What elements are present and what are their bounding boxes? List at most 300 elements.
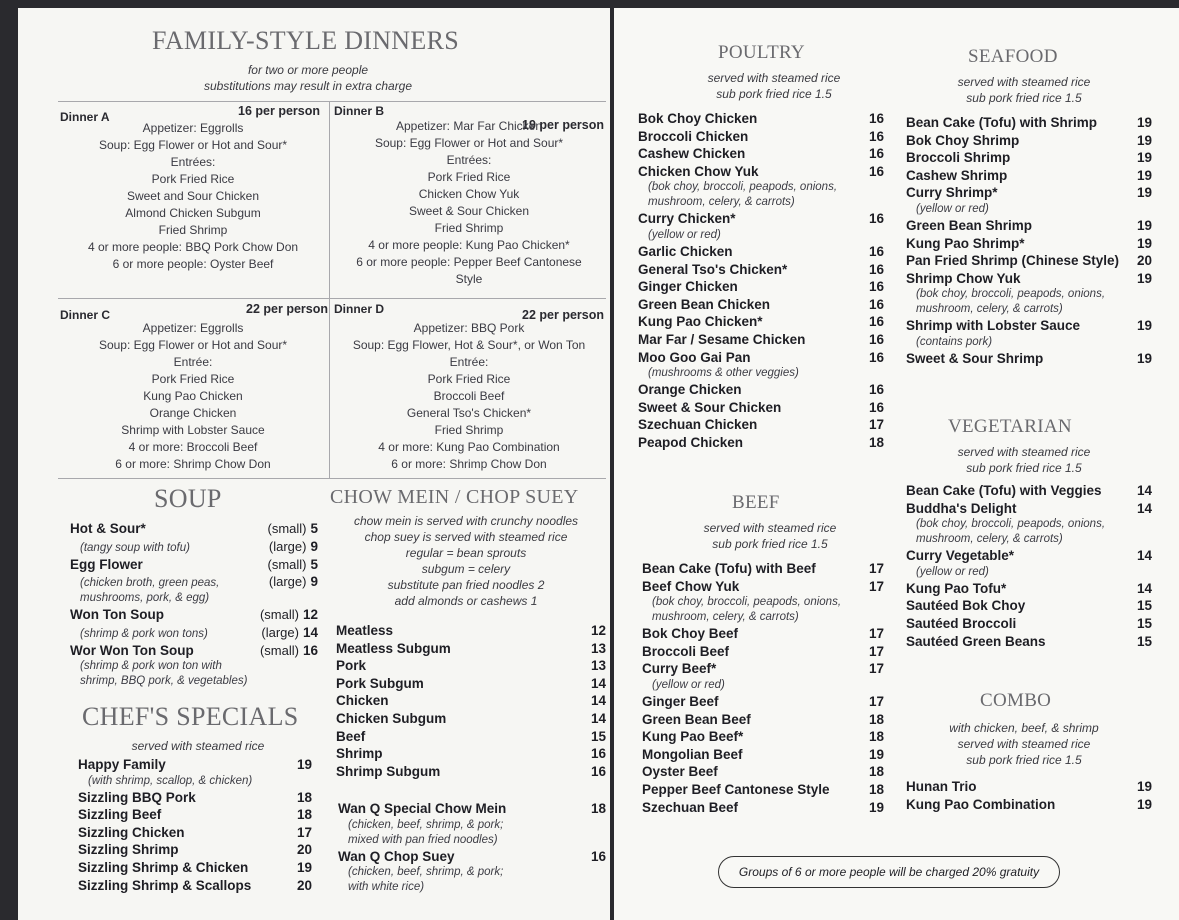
menu-item (642, 660, 884, 678)
menu-item-name: Won Ton Soup (70, 607, 164, 623)
menu-item-price: 13 (590, 640, 606, 656)
menu-item-note: (yellow or red) (652, 678, 725, 691)
menu-item-price: 19 (1136, 217, 1152, 233)
family-dinner-lines (332, 320, 606, 473)
menu-item-name: Sautéed Bok Choy (906, 598, 1026, 614)
menu-item-price: 15 (590, 728, 606, 744)
family-dinner-line: Soup: Egg Flower or Hot and Sour* (98, 138, 288, 152)
poultry-subtitle (674, 70, 874, 102)
menu-item (70, 556, 318, 574)
chow-mein-specials (338, 800, 606, 895)
menu-item-price: 17 (868, 643, 884, 659)
family-dinner-line: Appetizer: Mar Far Chicken (395, 119, 543, 133)
family-dinner-box (332, 302, 606, 492)
menu-item-name: Curry Chicken* (638, 211, 736, 227)
family-grid-vertical (329, 101, 330, 478)
menu-item-name: Ginger Chicken (638, 279, 738, 295)
menu-item-name: Kung Pao Tofu* (906, 580, 1007, 596)
menu-item-price: 16 (868, 382, 884, 398)
menu-item-note-row (70, 538, 318, 556)
menu-item (638, 349, 884, 367)
menu-item-name: Oyster Beef (642, 764, 718, 780)
chefs-specials-list (78, 756, 312, 894)
menu-item-price: 18 (868, 781, 884, 797)
menu-item-name: Cashew Chicken (638, 146, 746, 162)
family-dinner-line: 4 or more: Broccoli Beef (128, 440, 258, 454)
vegetarian-list (906, 482, 1152, 650)
menu-item-name: Broccoli Chicken (638, 128, 749, 144)
menu-item-price: 15 (1136, 633, 1152, 649)
menu-item-price: 16 (868, 314, 884, 330)
menu-item (338, 848, 606, 866)
menu-item (906, 217, 1152, 235)
menu-item-name: Bean Cake (Tofu) with Veggies (906, 483, 1102, 498)
family-dinner-line: Almond Chicken Subgum (125, 206, 261, 220)
menu-item (638, 296, 884, 314)
menu-item-price: 16 (868, 128, 884, 144)
menu-right-page (614, 8, 1179, 920)
menu-item-name: Sizzling BBQ Pork (78, 789, 196, 805)
chow-mein-note: substitute pan fried noodles 2 (387, 578, 545, 592)
menu-item-note-row (70, 573, 318, 591)
menu-item-price: 18 (868, 434, 884, 450)
menu-item (906, 252, 1152, 270)
seafood-sub-1: served with steamed rice (957, 75, 1091, 89)
menu-item-name: Szechuan Beef (642, 799, 739, 815)
menu-item-price: 16 (868, 399, 884, 415)
menu-item (336, 745, 606, 763)
family-dinner-label: Dinner C (60, 308, 111, 322)
menu-item-name: Pepper Beef Cantonese Style (642, 781, 830, 797)
family-dinner-line: 6 or more: Shrimp Chow Don (115, 457, 271, 471)
menu-item-name: Bok Choy Chicken (638, 111, 758, 126)
menu-item-name: Curry Beef* (642, 661, 717, 677)
family-dinner-line: Appetizer: Eggrolls (142, 321, 244, 335)
seafood-title: SEAFOOD (968, 46, 1058, 67)
menu-item-note: (shrimp & pork won ton with (80, 660, 222, 673)
menu-item-name: Meatless Subgum (336, 640, 451, 656)
menu-item-name: Buddha's Delight (906, 500, 1017, 516)
menu-item-size: (large) (268, 538, 307, 554)
menu-item-price: 14 (590, 675, 606, 691)
menu-item-name: Ginger Beef (642, 693, 719, 709)
family-dinner-line: Pork Fried Rice (427, 372, 511, 386)
combo-sub-1: with chicken, beef, & shrimp (949, 721, 1099, 735)
menu-item-price: 5 (310, 521, 318, 536)
family-dinner-line: 6 or more people: Pepper Beef Cantonese (356, 255, 582, 269)
family-dinner-line: Entrée: (173, 355, 213, 369)
menu-item (336, 657, 606, 675)
menu-item-price: 19 (1136, 185, 1152, 201)
menu-item (638, 243, 884, 261)
menu-item-price: 20 (1136, 253, 1152, 269)
menu-item-price: 18 (868, 729, 884, 745)
beef-list (642, 560, 884, 816)
menu-item-price: 17 (868, 661, 884, 677)
menu-item-name: Wor Won Ton Soup (70, 642, 194, 658)
family-dinner-line: Pork Fried Rice (151, 372, 235, 386)
family-grid-middle (58, 298, 606, 299)
menu-item-price: 16 (868, 211, 884, 227)
menu-item (638, 381, 884, 399)
menu-item-name: Hunan Trio (906, 779, 977, 794)
menu-item (78, 789, 312, 807)
menu-item (78, 756, 312, 774)
menu-item-price: 5 (310, 556, 318, 572)
menu-item-name: Bean Cake (Tofu) with Beef (642, 561, 816, 576)
menu-item-price: 16 (302, 642, 318, 658)
menu-item-note: (yellow or red) (916, 202, 989, 215)
menu-item-name: Broccoli Shrimp (906, 150, 1011, 166)
family-dinner-line: Style (455, 272, 483, 286)
menu-item-name: Peapod Chicken (638, 434, 744, 450)
seafood-sub-2: sub pork fried rice 1.5 (966, 91, 1082, 105)
menu-item-price: 19 (1136, 350, 1152, 366)
menu-item-price: 9 (310, 574, 318, 590)
seafood-subtitle (934, 74, 1114, 106)
menu-item (638, 110, 884, 128)
menu-item-price: 14 (590, 693, 606, 709)
menu-item (642, 728, 884, 746)
family-dinner-price: 22 per person (246, 302, 328, 316)
menu-item-name: Garlic Chicken (638, 243, 733, 259)
menu-item-price: 19 (868, 746, 884, 762)
family-dinner-line: Soup: Egg Flower or Hot and Sour* (374, 136, 564, 150)
menu-item (638, 210, 884, 228)
family-grid-top (58, 101, 606, 102)
menu-item-name: Shrimp Subgum (336, 763, 441, 779)
menu-item-price: 18 (590, 801, 606, 816)
menu-item-note: (yellow or red) (916, 565, 989, 578)
menu-item-name: Wan Q Special Chow Mein (338, 801, 507, 816)
family-dinner-price: 19 per person (522, 118, 604, 132)
family-dinner-line: Appetizer: BBQ Pork (413, 321, 525, 335)
beef-title: BEEF (732, 492, 780, 513)
menu-item-name: Bean Cake (Tofu) with Shrimp (906, 115, 1098, 130)
menu-item-name: Green Bean Beef (642, 711, 751, 727)
menu-item (906, 778, 1152, 796)
menu-item (638, 416, 884, 434)
menu-item-price: 20 (296, 842, 312, 858)
menu-item-price: 19 (1136, 779, 1152, 794)
menu-item (78, 877, 312, 895)
menu-item (336, 763, 606, 781)
menu-item-name: Sizzling Shrimp & Scallops (78, 877, 252, 893)
menu-item-note: (bok choy, broccoli, peapods, onions, (648, 181, 838, 194)
menu-item (336, 675, 606, 693)
chow-mein-title: CHOW MEIN / CHOP SUEY (330, 486, 579, 508)
menu-item (638, 331, 884, 349)
menu-item-name: Shrimp with Lobster Sauce (906, 318, 1081, 334)
family-dinner-line: 6 or more: Shrimp Chow Don (391, 457, 547, 471)
vegetarian-sub-1: served with steamed rice (957, 445, 1091, 459)
menu-item-price: 16 (868, 146, 884, 162)
family-dinner-line: General Tso's Chicken* (406, 406, 532, 420)
menu-item-note: (chicken, beef, shrimp, & pork; (348, 818, 504, 831)
menu-item-price: 19 (1136, 167, 1152, 183)
chow-mein-note: subgum = celery (421, 562, 511, 576)
menu-item-note: (bok choy, broccoli, peapods, onions, (916, 518, 1106, 531)
chow-mein-note: regular = bean sprouts (405, 546, 527, 560)
menu-item-name: Meatless (336, 623, 394, 638)
menu-item-price: 14 (1136, 483, 1152, 498)
menu-item-price: 19 (1136, 235, 1152, 251)
family-dinner-label: Dinner A (60, 110, 110, 124)
family-dinners-subtitle (168, 62, 448, 94)
family-dinner-line: Soup: Egg Flower or Hot and Sour* (98, 338, 288, 352)
menu-item-note: (bok choy, broccoli, peapods, onions, (916, 288, 1106, 301)
menu-item-name: Sizzling Shrimp (78, 842, 179, 858)
menu-item-price: 19 (296, 757, 312, 772)
menu-item-name: Sizzling Beef (78, 807, 162, 823)
menu-item-note: mixed with pan fried noodles) (348, 833, 498, 846)
family-dinner-line: 4 or more people: Kung Pao Chicken* (368, 238, 570, 252)
menu-item-note: (mushrooms & other veggies) (648, 367, 799, 380)
menu-item-name: Sautéed Green Beans (906, 633, 1046, 649)
combo-title: COMBO (980, 690, 1052, 711)
chow-mein-note: add almonds or cashews 1 (394, 594, 538, 608)
menu-item-note: mushroom, celery, & carrots) (916, 303, 1063, 316)
menu-item-name: Green Bean Chicken (638, 296, 771, 312)
menu-item (336, 692, 606, 710)
menu-item-price: 15 (1136, 598, 1152, 614)
family-dinner-lines (58, 320, 328, 473)
menu-item (70, 520, 318, 538)
menu-item-price: 9 (310, 538, 318, 554)
menu-item-size: (small) (267, 521, 307, 536)
family-dinner-line: Entrées: (170, 155, 216, 169)
menu-item-name: Bok Choy Shrimp (906, 132, 1020, 148)
menu-item-price: 17 (296, 824, 312, 840)
menu-item-price: 19 (1136, 132, 1152, 148)
menu-item-note: (shrimp & pork won tons) (80, 627, 208, 640)
menu-item (78, 859, 312, 877)
menu-item-size: (large) (261, 624, 299, 640)
family-dinner-lines (332, 118, 606, 288)
menu-item-price: 18 (868, 764, 884, 780)
family-dinner-line: Appetizer: Eggrolls (142, 121, 244, 135)
menu-item-price: 16 (868, 279, 884, 295)
menu-item-price: 17 (868, 626, 884, 642)
menu-item (906, 500, 1152, 518)
menu-item (642, 763, 884, 781)
family-dinner-line: Shrimp with Lobster Sauce (121, 423, 265, 437)
beef-subtitle (670, 520, 870, 552)
menu-item-note: (chicken, beef, shrimp, & pork; (348, 866, 504, 879)
menu-item-name: Wan Q Chop Suey (338, 848, 455, 864)
soup-list (70, 520, 318, 689)
family-dinner-price: 16 per person (238, 104, 320, 118)
menu-item (906, 796, 1152, 814)
menu-item (638, 278, 884, 296)
combo-list (906, 778, 1152, 813)
vegetarian-sub-2: sub pork fried rice 1.5 (966, 461, 1082, 475)
menu-item-note: with white rice) (348, 881, 425, 894)
menu-item-note: (tangy soup with tofu) (80, 541, 190, 554)
beef-sub-2: sub pork fried rice 1.5 (712, 537, 828, 551)
menu-item-name: Curry Shrimp* (906, 185, 998, 201)
menu-item (906, 597, 1152, 615)
family-dinner-line: Kung Pao Chicken (143, 389, 243, 403)
gratuity-notice: Groups of 6 or more people will be charged 20% gratuity (718, 856, 1060, 888)
menu-item-name: Broccoli Beef (642, 643, 730, 659)
menu-item-note: (bok choy, broccoli, peapods, onions, (652, 596, 842, 609)
menu-item (906, 633, 1152, 651)
menu-item (338, 800, 606, 818)
soup-title: SOUP (154, 484, 222, 513)
menu-item-name: Chicken Chow Yuk (638, 163, 759, 179)
poultry-list (638, 110, 884, 452)
menu-item-name: Sizzling Shrimp & Chicken (78, 859, 249, 875)
family-dinner-price: 22 per person (522, 308, 604, 322)
combo-sub-2: served with steamed rice (957, 737, 1091, 751)
menu-item-note: mushrooms, pork, & egg) (80, 592, 210, 605)
family-dinner-line: Fried Shrimp (434, 423, 504, 437)
menu-item-note: mushroom, celery, & carrots) (652, 611, 799, 624)
menu-item-price: 14 (1136, 500, 1152, 516)
family-dinner-line: Broccoli Beef (433, 389, 505, 403)
menu-item-price: 17 (868, 417, 884, 433)
menu-item-name: Pork (336, 658, 367, 674)
menu-item-note: (with shrimp, scallop, & chicken) (88, 774, 253, 787)
chefs-specials-title: CHEF'S SPECIALS (82, 702, 299, 731)
family-dinner-label: Dinner D (334, 302, 385, 316)
vegetarian-title: VEGETARIAN (948, 416, 1072, 437)
menu-item (642, 625, 884, 643)
menu-item (70, 642, 318, 660)
menu-item (336, 640, 606, 658)
menu-item (78, 824, 312, 842)
menu-item-price: 16 (868, 296, 884, 312)
family-dinner-line: Entrée: (449, 355, 489, 369)
menu-item-price: 14 (1136, 548, 1152, 564)
menu-item-price: 17 (868, 693, 884, 709)
chow-mein-note: chow mein is served with crunchy noodles (353, 514, 579, 528)
menu-item-name: Sautéed Broccoli (906, 615, 1017, 631)
family-dinner-lines (58, 120, 328, 273)
menu-item-price: 17 (868, 578, 884, 594)
menu-item-name: Mongolian Beef (642, 746, 743, 762)
menu-item-name: Sweet & Sour Shrimp (906, 350, 1044, 366)
beef-sub-1: served with steamed rice (703, 521, 837, 535)
family-dinner-box (332, 104, 606, 294)
menu-item-size: (large) (268, 574, 307, 590)
menu-item-price: 19 (1136, 318, 1152, 334)
family-dinner-box (58, 104, 328, 294)
menu-item-price: 12 (590, 623, 606, 638)
family-dinner-line: Sweet and Sour Chicken (126, 189, 260, 203)
menu-item-name: Cashew Shrimp (906, 167, 1008, 183)
menu-item-price: 18 (296, 789, 312, 805)
menu-item-price: 14 (590, 710, 606, 726)
combo-subtitle (924, 720, 1124, 768)
family-dinner-line: Entrées: (446, 153, 492, 167)
family-dinner-box (58, 302, 328, 492)
menu-item (642, 711, 884, 729)
menu-item-price: 16 (868, 163, 884, 179)
menu-item-name: Mar Far / Sesame Chicken (638, 331, 806, 347)
menu-item-price: 19 (1136, 115, 1152, 130)
menu-item-name: General Tso's Chicken* (638, 261, 788, 277)
menu-item (906, 167, 1152, 185)
menu-item-name: Beef Chow Yuk (642, 578, 740, 594)
chefs-specials-subtitle: served with steamed rice (131, 739, 265, 753)
poultry-sub-2: sub pork fried rice 1.5 (716, 87, 832, 101)
family-dinner-line: Orange Chicken (149, 406, 237, 420)
menu-item-note: (chicken broth, green peas, (80, 577, 220, 590)
menu-item-name: Kung Pao Shrimp* (906, 235, 1025, 251)
menu-item-name: Orange Chicken (638, 382, 742, 398)
menu-item (638, 399, 884, 417)
menu-item-name: Egg Flower (70, 556, 143, 572)
menu-item-price: 19 (868, 799, 884, 815)
menu-item-name: Kung Pao Beef* (642, 729, 744, 745)
menu-item-price: 16 (868, 349, 884, 365)
family-dinner-line: 4 or more people: BBQ Pork Chow Don (87, 240, 299, 254)
poultry-title: POULTRY (718, 42, 805, 63)
menu-item (638, 313, 884, 331)
menu-item-price: 14 (1136, 580, 1152, 596)
menu-item-price: 16 (868, 261, 884, 277)
menu-item (906, 317, 1152, 335)
menu-item (906, 547, 1152, 565)
family-dinner-line: Soup: Egg Flower, Hot & Sour*, or Won Ton (352, 338, 586, 352)
menu-item-name: Green Bean Shrimp (906, 217, 1033, 233)
chow-mein-note: chop suey is served with steamed rice (364, 530, 568, 544)
menu-item-price: 14 (302, 624, 318, 640)
menu-item-name: Pork Subgum (336, 675, 424, 691)
menu-item-note-row (70, 624, 318, 642)
menu-item-size: (small) (259, 642, 299, 658)
menu-item-price: 19 (1136, 150, 1152, 166)
menu-item (906, 114, 1152, 132)
menu-item-price: 16 (590, 763, 606, 779)
menu-item (336, 622, 606, 640)
menu-item-name: Happy Family (78, 757, 166, 772)
menu-item-note: shrimp, BBQ pork, & vegetables) (80, 675, 248, 688)
menu-item (906, 482, 1152, 500)
menu-item (642, 578, 884, 596)
menu-item-price: 20 (296, 877, 312, 893)
menu-item-note: mushroom, celery, & carrots) (648, 196, 795, 209)
menu-item (642, 781, 884, 799)
vegetarian-subtitle (934, 444, 1114, 476)
combo-sub-3: sub pork fried rice 1.5 (966, 753, 1082, 767)
menu-item-note: (yellow or red) (648, 228, 721, 241)
menu-item-size: (small) (267, 556, 307, 572)
menu-item-name: Bok Choy Beef (642, 626, 739, 642)
menu-item (638, 163, 884, 181)
menu-item (906, 270, 1152, 288)
menu-item (906, 132, 1152, 150)
menu-item (336, 728, 606, 746)
menu-item-price: 19 (1136, 796, 1152, 812)
menu-item-price: 16 (868, 111, 884, 126)
menu-item (906, 615, 1152, 633)
family-dinners-title: FAMILY-STYLE DINNERS (152, 26, 459, 55)
menu-item-name: Sizzling Chicken (78, 824, 185, 840)
menu-item (78, 806, 312, 824)
menu-item-price: 16 (868, 331, 884, 347)
family-dinner-line: Chicken Chow Yuk (418, 187, 520, 201)
menu-item-name: Sweet & Sour Chicken (638, 399, 782, 415)
menu-item-name: Beef (336, 728, 366, 744)
menu-item-price: 13 (590, 658, 606, 674)
menu-item (70, 606, 318, 624)
family-dinner-line: Pork Fried Rice (151, 172, 235, 186)
menu-item-name: Shrimp Chow Yuk (906, 270, 1021, 286)
menu-item-price: 16 (868, 243, 884, 259)
